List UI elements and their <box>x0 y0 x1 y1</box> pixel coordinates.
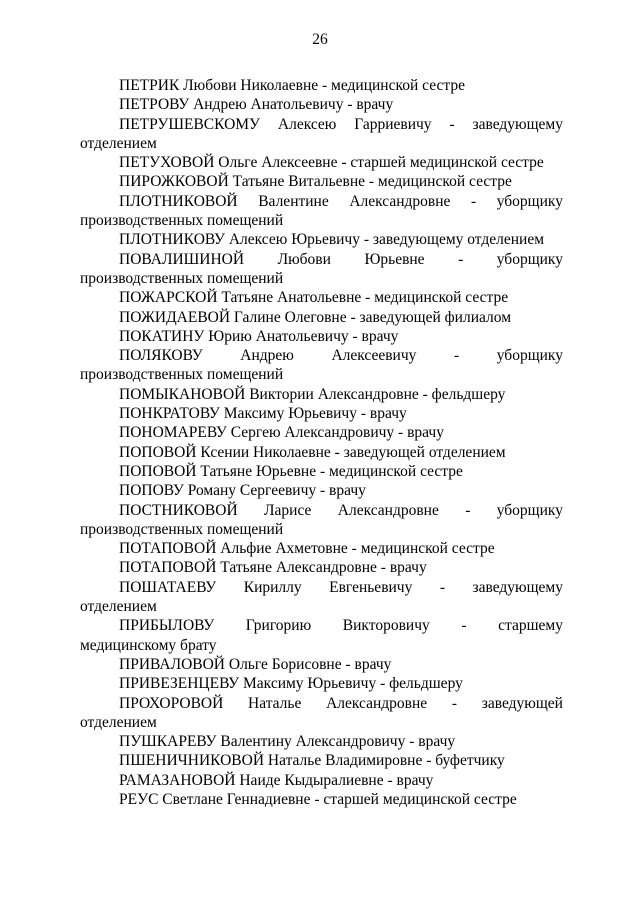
page-number: 26 <box>312 31 328 48</box>
list-item: ПЕТУХОВОЙ Ольге Алексеевне - старшей медицинской сестре <box>119 154 544 172</box>
list-item-word: ПЕТРУШЕВСКОМУ <box>119 115 261 133</box>
list-item <box>80 250 563 269</box>
list-item-continuation: производственных помещений <box>80 366 284 384</box>
list-item-word: - <box>454 347 460 365</box>
list-item: ПОНОМАРЕВУ Сергею Александровичу - врачу <box>119 424 444 442</box>
list-item: ПОЖИДАЕВОЙ Галине Олеговне - заведующей филиалом <box>119 308 512 326</box>
list-item-word: - <box>451 694 458 712</box>
list-item-word: Гарриевичу <box>354 115 432 133</box>
list-item-word: Наталье <box>248 694 302 712</box>
list-item-word: ПРИБЫЛОВУ <box>119 617 215 635</box>
list-item-continuation: отделением <box>80 713 157 731</box>
list-item: ПРИВАЛОВОЙ Ольге Борисовне - врачу <box>119 655 392 673</box>
list-item-word: уборщику <box>496 501 563 519</box>
list-item-word: заведующему <box>472 578 563 596</box>
list-item-continuation: производственных помещений <box>80 269 284 287</box>
list-item-word: Кириллу <box>243 578 302 596</box>
list-item-word: заведующему <box>472 115 563 133</box>
list-item <box>80 115 563 134</box>
list-item: ПОНКРАТОВУ Максиму Юрьевичу - врачу <box>119 405 407 423</box>
list-item-word: Александровне <box>326 694 428 712</box>
list-item: ПЛОТНИКОВУ Алексею Юрьевичу - заведующему отделением <box>119 231 545 249</box>
list-item-word: Юрьевне <box>364 250 425 268</box>
list-item <box>80 346 563 365</box>
list-item: ПОПОВУ Роману Сергеевичу - врачу <box>119 482 366 500</box>
list-item: ПЕТРИК Любови Николаевне - медицинской сестре <box>119 77 465 94</box>
list-item-continuation: производственных помещений <box>80 212 284 230</box>
list-item-word: Алексею <box>277 115 337 133</box>
list-item: ПРИВЕЗЕНЦЕВУ Максиму Юрьевичу - фельдшеру <box>119 675 463 693</box>
list-item-word: - <box>449 115 455 133</box>
list-item: ПОТАПОВОЙ Татьяне Александровне - врачу <box>119 559 427 577</box>
list-item-word: Алексеевичу <box>331 347 417 365</box>
list-item-word: Валентине <box>258 192 329 210</box>
list-item-word: Любови <box>277 250 331 268</box>
list-item-word: - <box>461 617 467 635</box>
list-item: ПОЖАРСКОЙ Татьяне Анатольевне - медицинской сестре <box>119 289 509 307</box>
list-item: ПУШКАРЕВУ Валентину Александровичу - врачу <box>119 733 456 751</box>
list-item-word: ПРОХОРОВОЙ <box>119 694 224 712</box>
list-item: ПШЕНИЧНИКОВОЙ Наталье Владимировне - буфетчику <box>119 752 505 770</box>
list-item-word: Ларисе <box>264 501 312 519</box>
list-item <box>80 616 563 635</box>
list-item-word: ПЛОТНИКОВОЙ <box>119 192 238 210</box>
award-list <box>80 76 563 809</box>
list-item: ПЕТРОВУ Андрею Анатольевичу - врачу <box>119 96 394 114</box>
list-item <box>80 501 563 520</box>
list-item-word: Викторовичу <box>342 617 430 635</box>
list-item-word: старшему <box>498 617 563 635</box>
list-item-word: - <box>439 578 445 596</box>
list-item-word: ПОЛЯКОВУ <box>119 347 203 365</box>
list-item: ПОМЫКАНОВОЙ Виктории Александровне - фельдшеру <box>119 385 506 403</box>
list-item-continuation: отделением <box>80 598 157 616</box>
list-item: ПОТАПОВОЙ Альфие Ахметовне - медицинской сестре <box>119 540 495 558</box>
list-item-word: Евгеньевичу <box>329 578 413 596</box>
list-item: ПОКАТИНУ Юрию Анатольевичу - врачу <box>119 327 399 345</box>
list-item: РАМАЗАНОВОЙ Наиде Кыдыралиевне - врачу <box>119 771 434 789</box>
list-item-word: ПОСТНИКОВОЙ <box>119 501 238 519</box>
list-item <box>80 694 563 713</box>
list-item-word: уборщику <box>496 347 563 365</box>
list-item-word: Григорию <box>245 617 312 635</box>
list-item: ПОПОВОЙ Ксении Николаевне - заведующей отделением <box>119 443 506 461</box>
list-item-word: заведующей <box>481 694 563 712</box>
list-item-word: ПОШАТАЕВУ <box>119 578 217 596</box>
list-item-word: - <box>465 501 471 519</box>
list-item-word: Александровне <box>349 192 451 210</box>
list-item-continuation: производственных помещений <box>80 520 284 538</box>
list-item-word: Александровне <box>337 501 439 519</box>
list-item-word: уборщику <box>496 250 563 268</box>
list-item <box>80 192 563 211</box>
list-item: РЕУС Светлане Геннадиевне - старшей медицинской сестре <box>119 790 517 808</box>
list-item: ПИРОЖКОВОЙ Татьяне Витальевне - медицинской сестре <box>119 173 512 191</box>
list-item-word: ПОВАЛИШИНОЙ <box>119 250 245 268</box>
list-item-word: уборщику <box>496 192 563 210</box>
list-item: ПОПОВОЙ Татьяне Юрьевне - медицинской сестре <box>119 462 463 480</box>
list-item-continuation: отделением <box>80 134 157 152</box>
list-item-continuation: медицинскому брату <box>80 636 217 654</box>
list-item-word: - <box>470 192 477 210</box>
list-item-word: Андрею <box>240 347 294 365</box>
list-item <box>80 578 563 597</box>
list-item-word: - <box>458 250 464 268</box>
